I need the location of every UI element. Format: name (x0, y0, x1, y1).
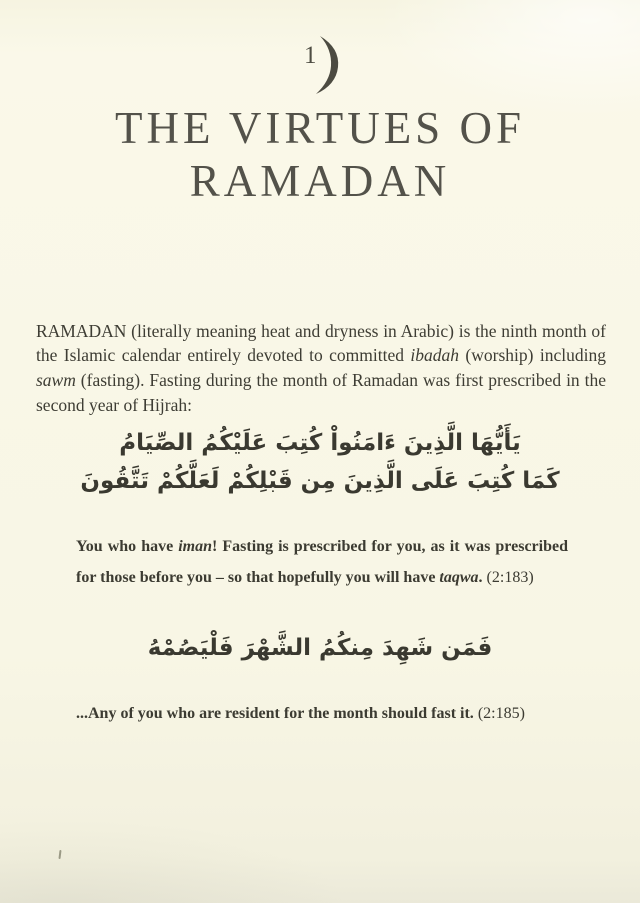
quran-quote-translation-2: ...Any of you who are resident for the month should fast it. (2:185) (76, 705, 525, 722)
paper-speck (58, 850, 61, 859)
arabic-verse-1-line-1: يَأَيُّهَا الَّذِينَ ءَامَنُواْ كُتِبَ عَلَيْكُمُ الصِّيَامُ (119, 430, 521, 456)
arabic-verse-1 (0, 424, 640, 500)
arabic-verse-1-line-2: كَمَا كُتِبَ عَلَى الَّذِينَ مِن قَبْلِكُمْ لَعَلَّكُمْ تَتَّقُونَ (80, 468, 560, 494)
intro-paragraph: RAMADAN (literally meaning heat and dryness in Arabic) is the ninth month of the Islamic calendar entirely devoted to committed ibadah (worship) including sawm (fasting). Fasting during the month of Ramadan was first prescribed in the second year of Hijrah: (36, 320, 606, 415)
arabic-verse-2 (0, 629, 640, 667)
page-title-line-1: THE VIRTUES OF (115, 103, 525, 153)
page-title-line-2: RAMADAN (189, 156, 451, 206)
arabic-verse-2-line-1: فَمَن شَهِدَ مِنكُمُ الشَّهْرَ فَلْيَصُمْهُ (147, 635, 493, 661)
page-title (0, 102, 640, 208)
quran-quote-translation-1: You who have iman! Fasting is prescribed for you, as it was prescribed for those before you – so that hopefully you will have taqwa. (2:183) (76, 538, 568, 586)
page-number: 1 (304, 42, 317, 69)
page-number-ornament (293, 34, 347, 94)
